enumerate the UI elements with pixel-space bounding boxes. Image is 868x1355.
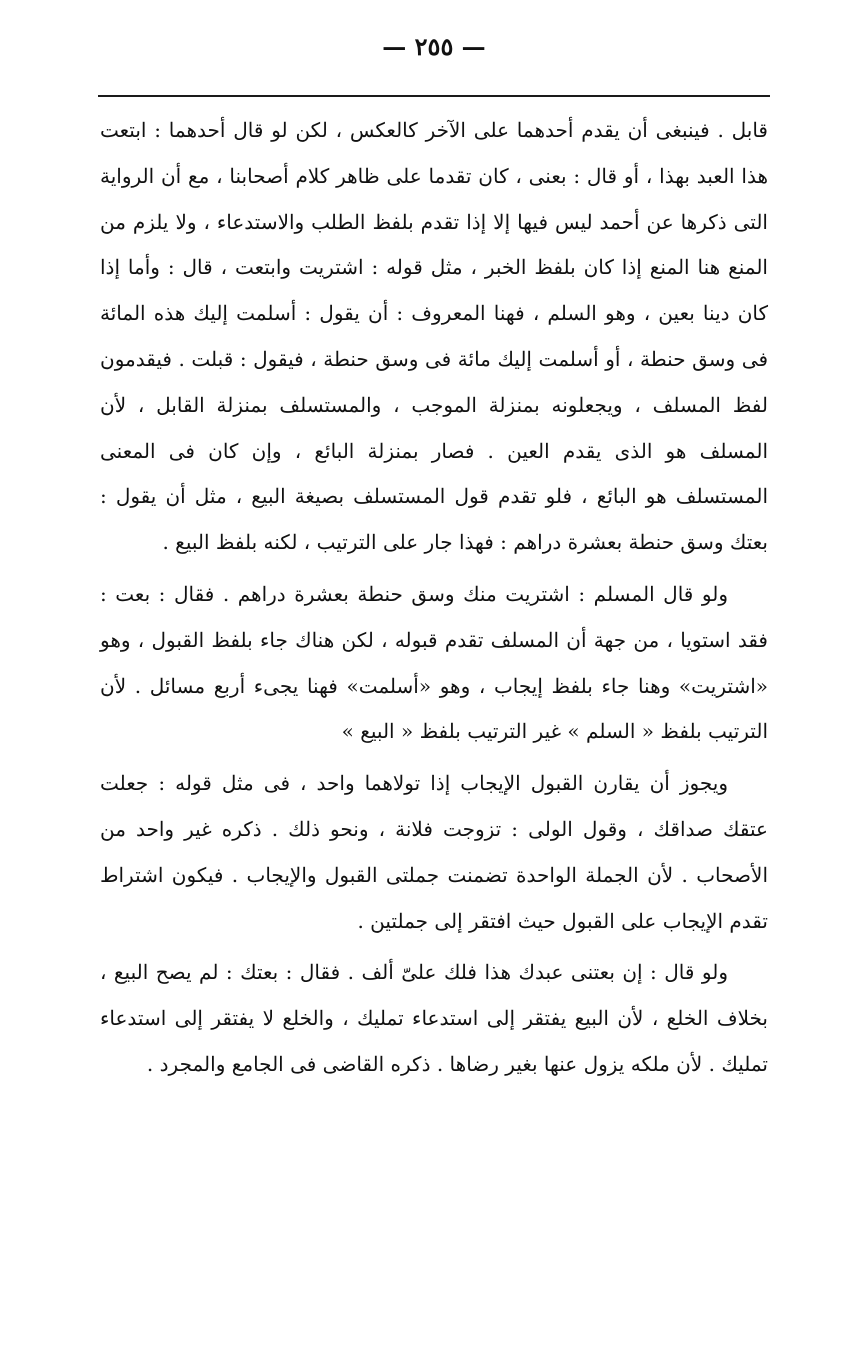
paragraph-1: قابل . فينبغى أن يقدم أحدهما على الآخر كالعكس ، لكن لو قال أحدهما : ابتعت هذا العبد بهذا ، أو قال : بعنى ، كان تقدما على ظاهر كلام أصحابنا ، مع أن الرواية التى ذكرها عن أحمد ليس فيها إلا إذا تقدم بلفظ الطلب والاستدعاء ، ولا يلزم من المنع هنا المنع إذا كان بلفظ الخبر ، مثل قوله : اشتريت وابتعت ، قال : وأما إذا كان دينا بعين ، وهو السلم ، فهنا المعروف : أن يقول : أسلمت إليك هذه المائة فى وسق حنطة ، أو أسلمت إليك مائة فى وسق حنطة ، فيقول : قبلت . فيقدمون لفظ المسلف ، ويجعلونه بمنزلة الموجب ، والمستسلف بمنزلة القابل ، لأن المسلف هو الذى يقدم العين . فصار بمنزلة البائع ، وإن كان فى المعنى المستسلف هو البائع ، فلو تقدم قول المستسلف بصيغة البيع ، مثل أن يقول : بعتك وسق حنطة بعشرة دراهم : فهذا جار على الترتيب ، لكنه بلفظ البيع . [100,118,768,555]
paragraph-2: ولو قال المسلم : اشتريت منك وسق حنطة بعشرة دراهم . فقال : بعت : فقد استويا ، من جهة أن المسلف تقدم قبوله ، لكن هناك جاء بلفظ القبول ، وهو «اشتريت» وهنا جاء بلفظ إيجاب ، وهو «أسلمت» فهنا يجىء أربع مسائل . لأن الترتيب بلفظ « السلم » غير الترتيب بلفظ « البيع » [100,581,768,744]
header-rule [98,95,770,97]
paragraph-3: ويجوز أن يقارن القبول الإيجاب إذا تولاهما واحد ، فى مثل قوله : جعلت عتقك صداقك ، وقول الولى : تزوجت فلانة ، ونحو ذلك . ذكره غير واحد من الأصحاب . لأن الجملة الواحدة تضمنت جملتى القبول والإيجاب . فيكون اشتراط تقدم الإيجاب على القبول حيث افتقر إلى جملتين . [100,771,768,933]
paragraph-4: ولو قال : إن بعتنى عبدك هذا فلك علىّ ألف . فقال : بعتك : لم يصح البيع ، بخلاف الخلع ، لأن البيع يفتقر إلى استدعاء تمليك ، والخلع لا يفتقر إلى استدعاء تمليك . لأن ملكه يزول عنها بغير رضاها . ذكره القاضى فى الجامع والمجرد . [100,960,768,1076]
page-number: — ٢٥٥ — [382,32,486,61]
body-text [100,108,768,1088]
